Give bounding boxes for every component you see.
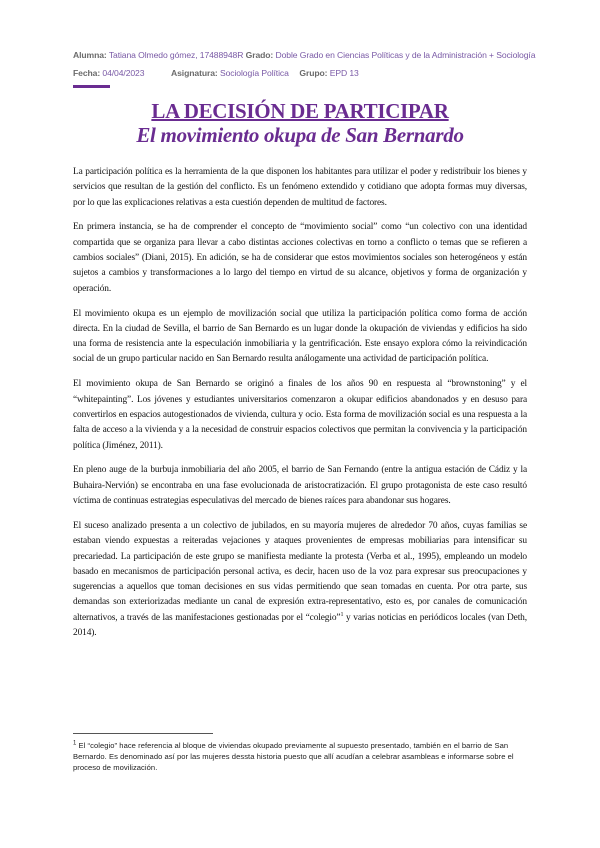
paragraph-text: El suceso analizado presenta a un colectivo de jubilados, en su mayoría mujeres de alrededor 70 años, cuyas familias se estaban viendo expuestas a reiteradas vejaciones y ataques provenientes de empresas mobiliarias para intensificar su precariedad. La participación de este grupo se manifiesta mediante la protesta (Verba et al., 1995), empleando un modelo basado en mecanismos de participación personal activa, es decir, hacen uso de la voz para expresar sus preocupaciones y sugerencias a aquellos que toman decisiones en sus vidas permitiendo que sean tomadas en cuenta. Por otra parte, sus demandas son exteriorizadas mediante un canal de expresión extra-representativo, esto es, por canales de comunicación alternativos, a través de las manifestaciones gestionadas por el “colegio” [73,520,527,623]
document-subtitle: El movimiento okupa de San Bernardo [136,123,464,147]
paragraph: El movimiento okupa es un ejemplo de movilización social que utiliza la participación política como forma de acción directa. En la ciudad de Sevilla, el barrio de San Bernardo es un lugar donde la okupación de viviendas y edificios ha sido una forma de resistencia ante la especulación inmobiliaria y la gentrificación. Este ensayo explora cómo la reivindicación social de un grupo particular nacido en San Bernardo resulta análogamente una actividad de participación política. [73,308,527,365]
paragraph [73,519,527,641]
header-accent-rule [73,85,110,88]
essay-body [73,165,527,651]
header-line-1 [73,50,535,60]
subject-value: Sociología Política [219,68,289,78]
document-title: LA DECISIÓN DE PARTICIPAR [151,99,449,123]
footnote [73,740,531,774]
footnote-marker: 1 [73,740,77,747]
footnote-text: El “colegio” hace referencia al bloque de viviendas okupado previamente al supuesto presentado, también en el barrio de San Bernardo. Es denominado así por las mujeres dessta historia puesto que allí acudían a celebrar asambleas e informarse sobre el proceso de movilización. [73,741,514,773]
subject-label: Asignatura: [171,68,218,78]
group-value: EPD 13 [329,68,359,78]
degree-label: Grado: [245,50,274,60]
footnote-separator [73,733,213,734]
date-value: 04/04/2023 [102,68,145,78]
header-line-2 [73,68,359,78]
degree-value: Doble Grado en Ciencias Políticas y de la Administración + Sociología [275,50,536,60]
paragraph: En pleno auge de la burbuja inmobiliaria del año 2005, el barrio de San Fernando (entre la antigua estación de Cádiz y la Buhaira-Nervión) se encontraba en una fase evolucionada de aristocratización. El grupo protagonista de este caso resultó víctima de continuas estrategias especulativas del mercado de bienes raíces para abandonar sus hogares. [73,465,527,507]
paragraph: En primera instancia, se ha de comprender el concepto de “movimiento social” como “un colectivo con una identidad compartida que se organiza para llevar a cabo distintas acciones colectivas en torno a conflicto o temas que se refieren a cambios sociales” (Diani, 2015). En adición, se ha de considerar que estos movimientos sociales son heterogéneos y están sujetos a cambios y transformaciones a lo largo del tiempo en virtud de su alcance, objetivos y forma de organización y operación. [73,222,527,294]
date-label: Fecha: [73,68,101,78]
student-value: Tatiana Olmedo gómez, 17488948R [108,50,244,60]
footnote-reference[interactable]: 1 [340,611,344,618]
student-label: Alumna: [73,50,107,60]
paragraph: El movimiento okupa de San Bernardo se originó a finales de los años 90 en respuesta al “brownstoning” y el “whitepainting”. Los jóvenes y estudiantes universitarios comenzaron a okupar edificios abandonados y en desuso para convertirlos en espacios autogestionados de vivienda, cultura y ocio. Esta forma de movilización social es una respuesta a la falta de acceso a la vivienda y a la necesidad de construir espacios colectivos que permitan la convivencia y la participación política (Jiménez, 2011). [73,379,527,451]
group-label: Grupo: [299,68,328,78]
paragraph-text: y varias noticias en periódicos locales (van Deth, 2014). [73,612,527,638]
paragraph: La participación política es la herramienta de la que disponen los habitantes para utilizar el poder y redistribuir los bienes y servicios que resultan de la gestión del conflicto. Es un fenómeno extendido y cotidiano que adopta formas muy diversas, por lo que las explicaciones relativas a esta cuestión dependen de multitud de factores. [73,167,527,208]
